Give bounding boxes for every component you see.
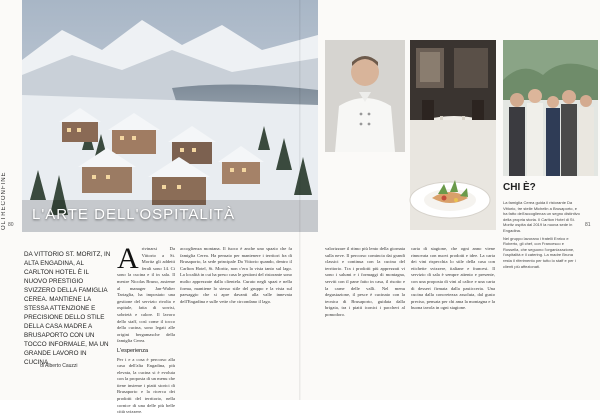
text-column-1 bbox=[117, 242, 175, 415]
byline: di Alberto Cauzzi bbox=[40, 363, 78, 369]
paragraph: accoglienza montana. Il fuoco è anche uno spazio che fa famiglia Cerea. Ha pensato per mantenere i territori fra di Brusaporto, la sede principale Da Vittorio quando, dentro il Carlton Hotel, St. Moritz, non c'era la vista tanto sul lago. La località in cui ha preso casa le gestioni del ristorante sono molto apprezzate dalla clientela. Curato negli spazi e nella forma, mantiene lo stesso stile del gruppo e la vista sul paesaggio che si apre davanti alla valle innevata dell'Engadina e sulle vette che circondano il lago. bbox=[180, 246, 292, 304]
family-group-photo bbox=[503, 40, 598, 176]
paragraph: valorizzare il ritmo più lento della giornata sulla neve. Il percorso comincia dai grandi classici e continua con la cucina del territorio. Tra i prodotti più apprezzati vi sono i salumi e i formaggi di montagna, serviti con il pane fatto in casa, il risotto e la carne delle valli. Nel menu degustazione, il pesce è cucinato con la tecnica di Brusaporto, guidata dalla brigata, tra i piatti iconici i paccheri al pomodoro. bbox=[325, 246, 405, 317]
hero-photo-st-moritz bbox=[22, 0, 318, 232]
family-illustration bbox=[503, 40, 598, 176]
article-title: L'ARTE DELL'OSPITALITÀ bbox=[32, 206, 236, 223]
subheading: L'esperienza bbox=[117, 347, 149, 354]
page-number-left: 80 bbox=[8, 222, 14, 228]
text-column-3 bbox=[325, 246, 405, 396]
sidebar-paragraph: Nel gruppo lavorano i fratelli Enrico e Roberto, gli chef, con Francesco e Rossella, che seguono l'organizzazione, l'ospitalità e il catering. La madre Bruna resta il riferimento per tutto lo staff e per i clienti più affezionati. bbox=[503, 235, 576, 269]
paragraph: carta di stagione, che ogni anno viene rinnovata con nuovi prodotti e idee. La carta dei vini rispecchia lo stile della casa con etichette svizzere, italiane e francesi. Il servizio di sala è sempre attento e presente, con una proposta di vini al calice e una carta di dessert firmata dalla pasticceria. Una cucina dalla concretezza assoluta, dal gusto preciso, pensata per chi ama la montagna e la buona tavola in ogni stagione. bbox=[411, 246, 495, 311]
page-fold bbox=[299, 0, 301, 400]
section-label: OLTRECONFINE bbox=[1, 171, 7, 230]
chef-figure-illustration bbox=[325, 40, 405, 152]
paragraph: rivinarsi Da Vittorio a St. Moritz gli addetti ferali sono 14. Ci sono la cucina e il in sala. Il mestre Nicolas Bruno, assieme al manager Jan-Walter Tartaglia, ha impostato una gestione del servizio rivolta e ospitale, fatta di sorrisi, sobrietà e calore. Il lavoro dello staff, così come il tocco della cucina, sono legati alle origini bergamasche della famiglia Cerea. bbox=[117, 246, 175, 344]
paragraph: Per i e a cosa è percorso alla casa dell'alta Engadina, più elevata, la cucina si è evoluta con la proposta di un menu che tiene insieme i piatti storici di Brusaporto e la ricerca dei prodotti del territorio, nella cornice di una delle più belle città svizzere. bbox=[117, 356, 175, 415]
text-column-2 bbox=[180, 246, 292, 396]
sidebar-heading: CHI È? bbox=[503, 182, 536, 193]
text-column-4 bbox=[411, 246, 495, 396]
chef-portrait-photo bbox=[325, 40, 405, 152]
sidebar-text bbox=[503, 200, 581, 271]
sidebar-paragraph: La famiglia Cerea guida il ristorante Da Vittorio, tre stelle Michelin a Brusaporto, e ha fatto dell'accoglienza un segno distintivo della propria storia. Il Carlton Hotel di St. Moritz ospita dal 2019 la nuova sede in Engadina. bbox=[503, 200, 580, 233]
snow-village-illustration bbox=[22, 0, 318, 232]
plated-dish-illustration bbox=[410, 120, 496, 230]
drop-cap: A bbox=[117, 242, 139, 275]
page-number-right: 81 bbox=[585, 222, 591, 228]
dish-photo bbox=[410, 120, 496, 230]
article-intro: DA VITTORIO ST. MORITZ, IN ALTA ENGADINA, AL CARLTON HOTEL È IL NUOVO PRESTIGIO SVIZZERO DELLA FAMIGLIA CEREA. MANTIENE LA STESSA ATTENZIONE E PRECISIONE DELLO STILE DELLA CASA MADRE A BRUSAPORTO CON UN TOCCO INFORMALE, MA UN GRANDE LAVORO IN CUCINA bbox=[24, 251, 111, 366]
